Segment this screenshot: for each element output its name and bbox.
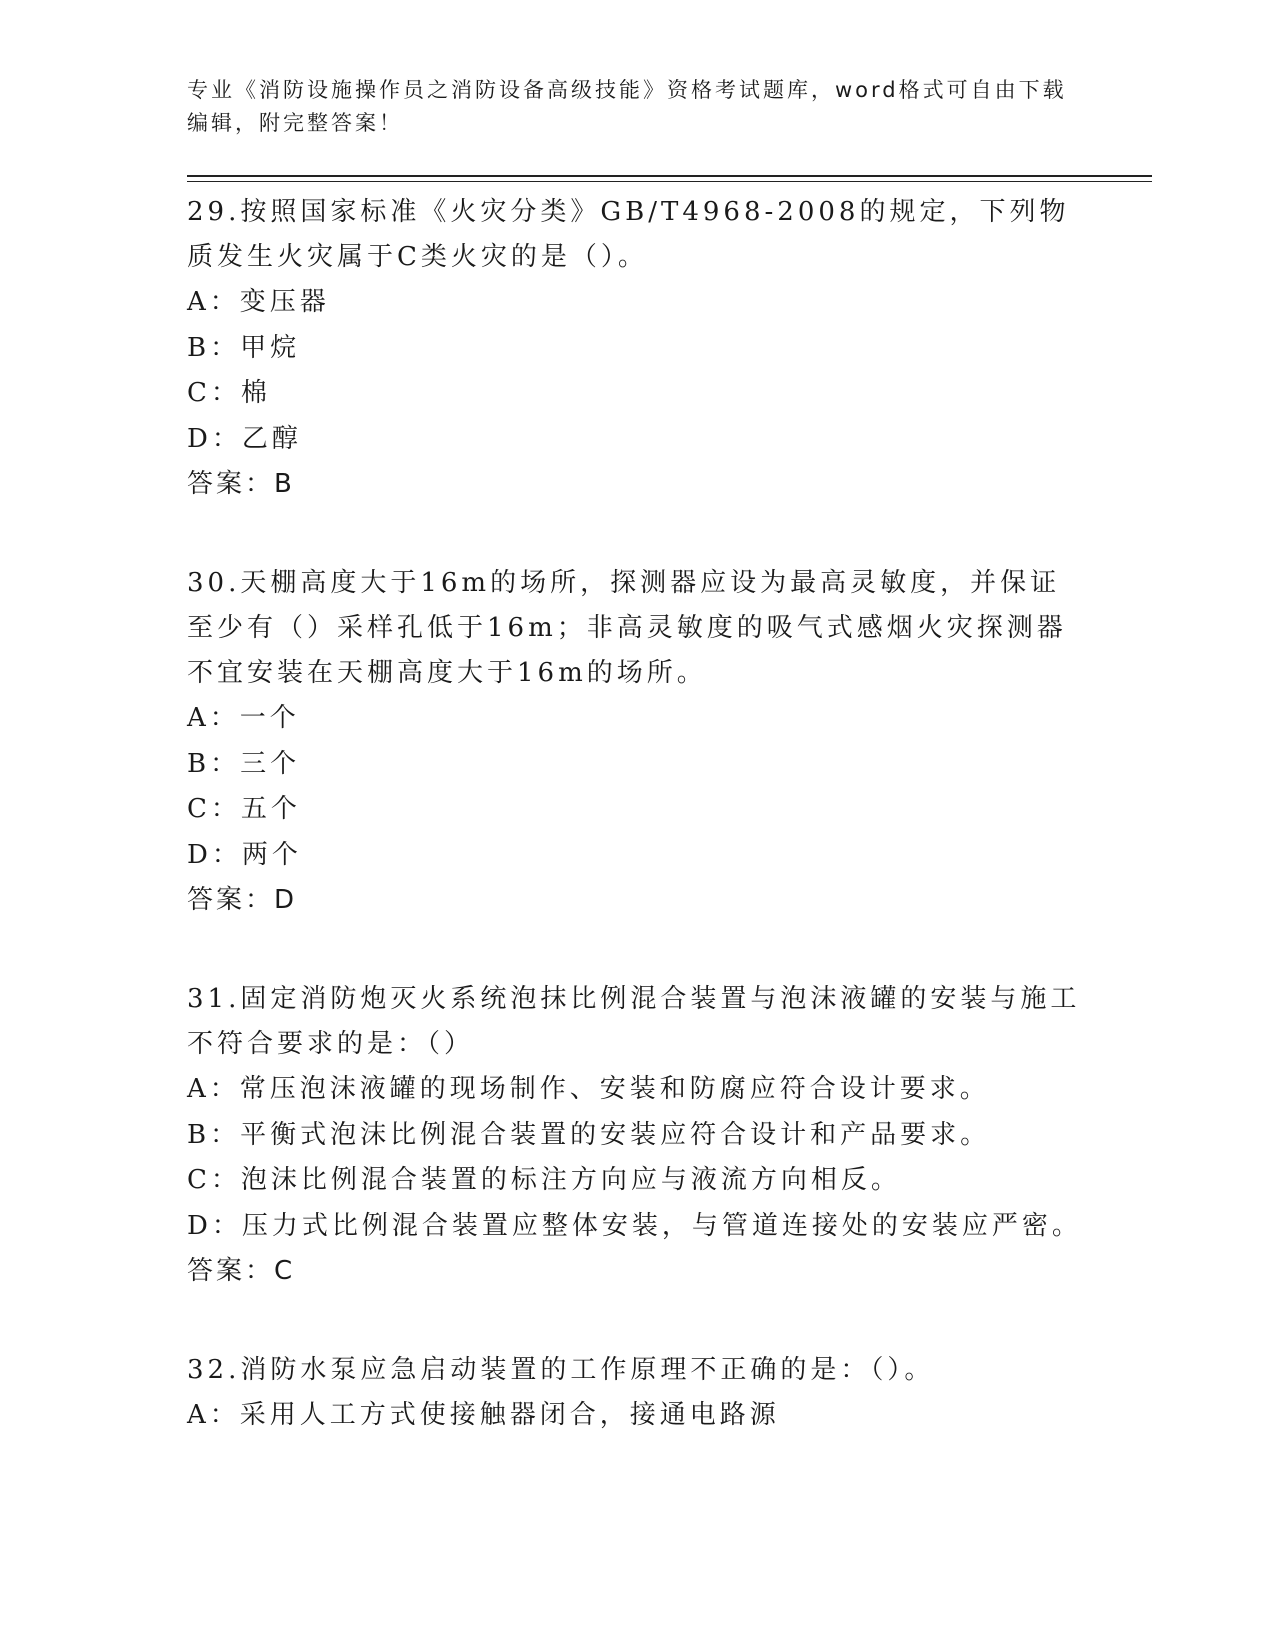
- question-stem: 29.按照国家标准《火灾分类》GB/T4968-2008的规定，下列物质发生火灾属于C类火灾的是（）。: [187, 197, 1070, 272]
- question-stem: 31.固定消防炮灭火系统泡抹比例混合装置与泡沫液罐的安装与施工不符合要求的是：（）: [187, 984, 1081, 1059]
- question-stem: 30.天棚高度大于16m的场所，探测器应设为最高灵敏度，并保证至少有（）采样孔低于16m；非高灵敏度的吸气式感烟火灾探测器不宜安装在天棚高度大于16m的场所。: [187, 568, 1067, 688]
- header-note: 专业《消防设施操作员之消防设备高级技能》资格考试题库，word格式可自由下载编辑，附完整答案！: [187, 78, 1067, 135]
- header-divider-thin: [187, 181, 1152, 182]
- answer-label: 答案：C: [187, 1256, 296, 1286]
- option-a: A：一个: [187, 703, 300, 733]
- option-b: B：甲烷: [187, 332, 301, 363]
- answer-label: 答案：D: [187, 885, 298, 915]
- header-divider-thick: [187, 175, 1152, 177]
- option-a: A：采用人工方式使接触器闭合，接通电路源: [187, 1400, 780, 1430]
- option-b: B：平衡式泡沫比例混合装置的安装应符合设计和产品要求。: [187, 1119, 991, 1150]
- question-list: [187, 190, 1087, 1493]
- option-a: A：变压器: [187, 287, 330, 317]
- question-31: [187, 977, 1087, 1294]
- question-32: [187, 1348, 1087, 1439]
- option-c: C：棉: [187, 378, 271, 408]
- question-30: [187, 561, 1087, 923]
- option-a: A：常压泡沫液罐的现场制作、安装和防腐应符合设计要求。: [187, 1074, 990, 1104]
- option-b: B：三个: [187, 748, 301, 779]
- answer-label: 答案：B: [187, 469, 295, 499]
- question-29: [187, 190, 1087, 507]
- option-d: D：两个: [187, 839, 302, 870]
- option-c: C：五个: [187, 794, 301, 824]
- option-d: D：乙醇: [187, 423, 302, 454]
- option-c: C：泡沫比例混合装置的标注方向应与液流方向相反。: [187, 1165, 901, 1195]
- option-d: D：压力式比例混合装置应整体安装，与管道连接处的安装应严密。: [187, 1210, 1082, 1241]
- question-stem: 32.消防水泵应急启动装置的工作原理不正确的是：（）。: [187, 1355, 935, 1385]
